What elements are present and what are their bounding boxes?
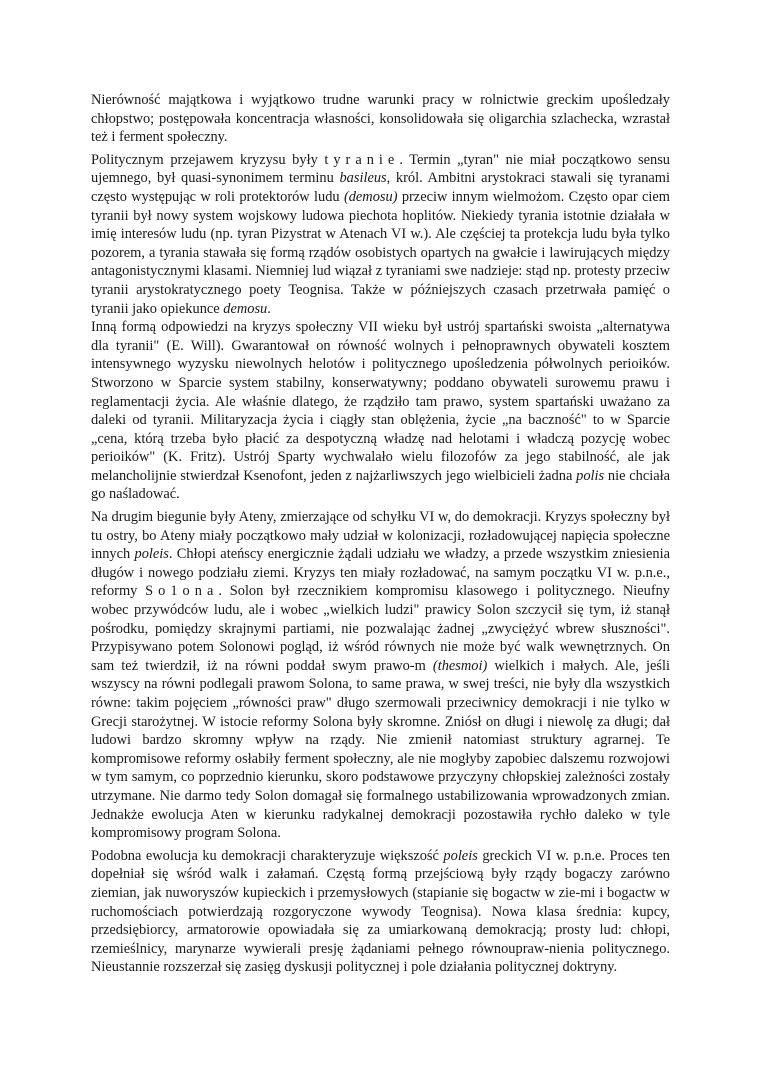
text-span: , król. Ambitni arystokraci stawali się tyranami często występując w roli protektorów ludu bbox=[91, 170, 670, 205]
text-span: Na drugim biegunie były Ateny, zmierzające od schyłku VI w, do demokracji. Kryzys społeczny był tu ostry, bo Ateny miały początkowo mały udział w kolonizacji, rozładowującej napięcia społeczne innych bbox=[91, 509, 670, 563]
italic-term-polis: polis bbox=[576, 467, 605, 484]
paragraph-sparta bbox=[91, 318, 670, 504]
text-span: Politycznym przejawem kryzysu były bbox=[91, 151, 325, 168]
italic-term-poleis: poleis bbox=[134, 546, 169, 563]
italic-term-poleis-2: poleis bbox=[443, 847, 478, 864]
text-span: Podobna ewolucja ku demokracji charakteryzuje większość bbox=[91, 847, 444, 864]
spaced-term-tyranie: tyranie bbox=[324, 151, 400, 168]
text-span: Nierówność majątkowa i wyjątkowo trudne warunki pracy w rolnictwie greckim upośledzały chłopstwo; postępowała koncentracja własności, konsolidowała się oligarchia szlachecka, wzrastał też i ferment społeczny. bbox=[91, 92, 670, 146]
text-span: Inną formą odpowiedzi na kryzys społeczny VII wieku był ustrój spartański swoista „alternatywa dla tyranii" (E. Will). Gwarantował on równość wolnych i pełnoprawnych obywateli kosztem intensywnego wyzysku niewolnych helotów i politycznego upośledzenia półwolnych perioików. Stworzono w Sparcie system stabilny, konserwatywny; poddano obywateli surowemu prawu i reglamentacji życia. Ale właśnie dlatego, że rządziło tam prawo, system spartański uważano za daleki od tyranii. Militaryzacja życia i ciągły stan oblężenia, życie „na baczność" to w Sparcie „cena, którą trzeba było płacić za despotyczną władzę nad helotami i władczą pozycję wobec perioików" (K. Fritz). Ustrój Sparty wychwalało wielu filozofów za jego stabilność, ale jak melancholijnie stwierdzał Ksenofont, jeden z najżarliwszych jego wielbicieli żadna bbox=[91, 319, 670, 484]
paragraph-inequality bbox=[91, 91, 670, 147]
text-span: . bbox=[267, 300, 271, 317]
paragraph-athens bbox=[91, 508, 670, 843]
text-span: wielkich i małych. Ale, jeśli wszyscy na równi podlegali prawom Solona, to same prawa, w swej treści, nie były dla wszystkich równe: takim pojęciem „równości praw" długo szermowali przeciwnicy demokracji i nie tylko w Grecji starożytnej. W istocie reformy Solona były skromne. Zniósł on długi i niewolę za długi; dał ludowi bardzo skromny wpływ na rządy. Nie zmienił natomiast struktury agrarnej. Te kompromisowe reformy osłabiły ferment społeczny, ale nie mogłyby zapobiec dalszemu rozwojowi w tym samym, co poprzednio kierunku, skoro podstawowe przyczyny chłopskiej zależności zostały utrzymane. Nie darmo tedy Solon domagał się formalnego ustabilizowania wprowadzonych zmian. Jednakże ewolucja Aten w kierunku radykalnej demokracji pozostawiła rychło daleko w tyle kompromisowy program Solona. bbox=[91, 657, 670, 842]
paragraph-democracy bbox=[91, 847, 670, 977]
text-span: nie chciała go naśladować. bbox=[91, 467, 670, 503]
italic-term-thesmoi: (thesmoi) bbox=[432, 657, 488, 674]
text-span: . Termin „tyran" nie miał początkowo sensu ujemnego, był quasi-synonimem terminu bbox=[91, 151, 670, 187]
italic-term-basileus: basileus bbox=[339, 170, 387, 187]
spaced-term-solona: So1ona bbox=[145, 583, 219, 600]
italic-term-demosu-end: demosu bbox=[223, 300, 268, 317]
text-span: przeciw innym wielmożom. Często opar ciem tyranii był nowy system wojskowy ludowa piechota hoplitów. Niekiedy tyrania istotnie działała w imię interesów ludu (np. tyran Pizystrat w Atenach VI w.). Ale częściej ta protekcja ludu była tylko pozorem, a tyrania stawała się formą rządów osobistych opartych na gwałcie i lawirujących między antagonistycznymi klasami. Niemniej lud wiązał z tyraniami swe nadzieje: stąd np. protesty przeciw tyranii arystokratycznego poety Teognisa. Także w późniejszych czasach przetrwała pamięć o tyranii jako opiekunce bbox=[91, 188, 670, 317]
italic-term-demosu: (demosu) bbox=[343, 188, 398, 205]
text-span: . Solon był rzecznikiem kompromisu klasowego i politycznego. Nieufny wobec przywódców ludu, ale i wobec „wielkich ludzi" prawicy Solon szczycił się tym, iż stanął pośrodku, pomiędzy skrajnymi partiami, nie pozwalając żadnej „zwyciężyć wbrew słuszności". Przypisywano potem Solonowi pogląd, iż wśród równych nie może być walk wewnętrznych. On sam też twierdził, iż na równi poddał swym prawo-m bbox=[91, 583, 670, 674]
paragraph-tyranny bbox=[91, 151, 670, 318]
text-span: greckich VI w. p.n.e. Proces ten dopełniał się wśród walk i załamań. Częstą formą przejściową były rządy bogaczy zarówno ziemian, jak nuworyszów kupieckich i przemysłowych (stapianie się bogactw w zie-mi i bogactw w ruchomościach potwierdzają rozgoryczone wywody Teognisa). Nowa klasa średnia: kupcy, przedsiębiorcy, armatorowie opowiadała się za umiarkowaną demokracją; prosty lud: chłopi, rzemieślnicy, marynarze wywierali presję żądaniami pełnego równoupraw-nienia politycznego. Nieustannie rozszerzał się zasięg dyskusji politycznej i pole działania politycznej doktryny. bbox=[91, 847, 670, 976]
text-span: . Chłopi ateńscy energicznie żądali udziału we władzy, a przede wszystkim zniesienia długów i nowego podziału ziemi. Kryzys ten miały rozładować, na samym początku VI w. p.n.e., reformy bbox=[91, 546, 670, 600]
